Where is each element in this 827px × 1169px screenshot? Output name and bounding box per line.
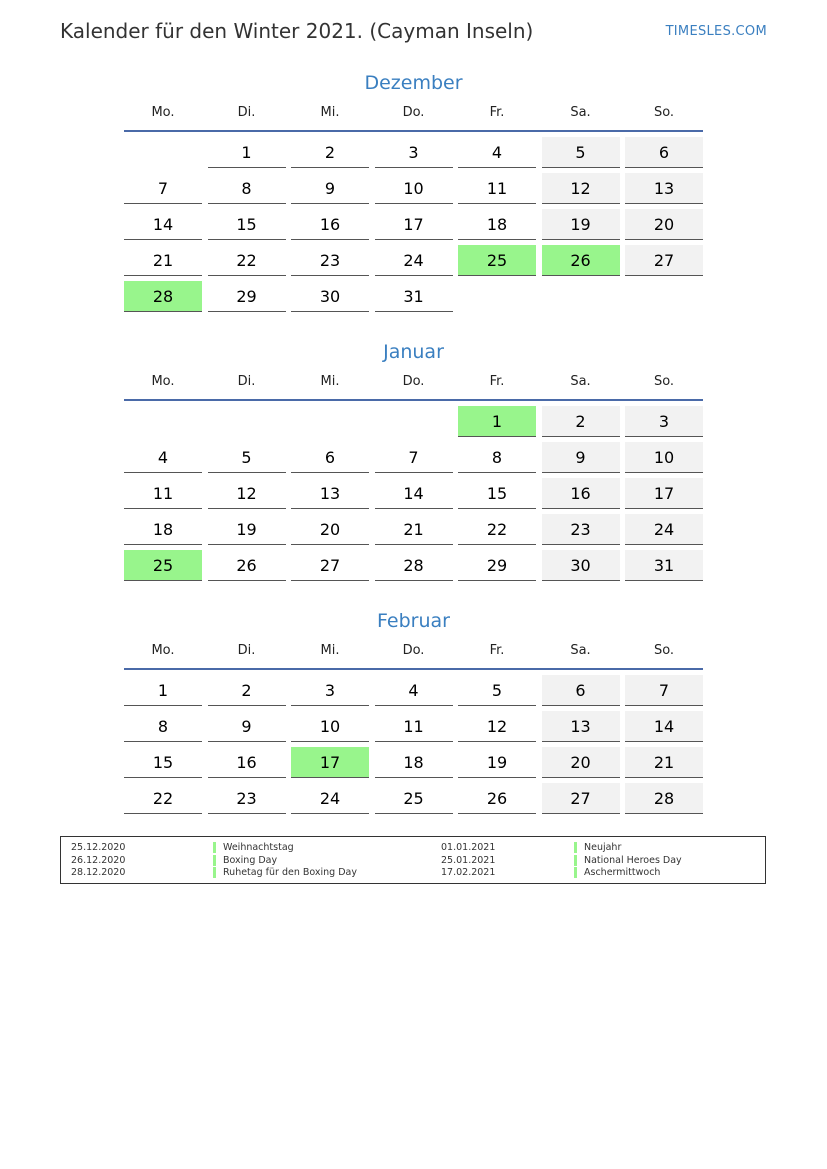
holiday-day-cell: 25 — [124, 550, 202, 581]
day-cell: 19 — [208, 514, 286, 545]
empty-day-cell — [124, 137, 202, 168]
weeks — [124, 675, 703, 814]
day-cell: 15 — [208, 209, 286, 240]
holiday-name: Aschermittwoch — [574, 867, 660, 878]
week-row — [124, 783, 703, 814]
weekday-label: Di. — [237, 105, 256, 120]
weekend-day-cell: 27 — [625, 245, 703, 276]
holiday-day-cell: 1 — [458, 406, 536, 437]
day-cell: 26 — [458, 783, 536, 814]
weekend-day-cell: 5 — [542, 137, 620, 168]
day-cell: 1 — [124, 675, 202, 706]
day-cell: 22 — [458, 514, 536, 545]
weekend-day-cell: 2 — [542, 406, 620, 437]
weekend-day-cell: 31 — [625, 550, 703, 581]
day-cell: 3 — [375, 137, 453, 168]
empty-day-cell — [458, 281, 536, 312]
holiday-date: 01.01.2021 — [441, 842, 496, 853]
weekend-day-cell: 12 — [542, 173, 620, 204]
weekend-day-cell: 20 — [625, 209, 703, 240]
day-cell: 13 — [291, 478, 369, 509]
month-title: Januar — [383, 341, 444, 363]
day-cell: 19 — [458, 747, 536, 778]
weekend-day-cell: 19 — [542, 209, 620, 240]
day-cell: 1 — [208, 137, 286, 168]
day-cell: 7 — [375, 442, 453, 473]
day-cell: 29 — [458, 550, 536, 581]
week-row — [124, 675, 703, 706]
day-cell: 24 — [291, 783, 369, 814]
day-cell: 28 — [375, 550, 453, 581]
weekend-day-cell: 30 — [542, 550, 620, 581]
holiday-day-cell: 17 — [291, 747, 369, 778]
day-cell: 26 — [208, 550, 286, 581]
day-cell: 16 — [208, 747, 286, 778]
weekend-day-cell: 17 — [625, 478, 703, 509]
weekday-label: Di. — [237, 643, 256, 658]
weekend-day-cell: 10 — [625, 442, 703, 473]
weeks — [124, 406, 703, 581]
day-cell: 23 — [291, 245, 369, 276]
weekend-day-cell: 27 — [542, 783, 620, 814]
day-cell: 11 — [458, 173, 536, 204]
holiday-date: 28.12.2020 — [71, 867, 126, 878]
weekday-label: Do. — [402, 374, 425, 389]
weekday-label: Mi. — [320, 374, 340, 389]
month-januar — [124, 339, 703, 586]
weeks — [124, 137, 703, 312]
weekday-label: Mi. — [320, 105, 340, 120]
holiday-name: Boxing Day — [213, 855, 277, 866]
weekday-label: Sa. — [570, 105, 591, 120]
weekend-day-cell: 14 — [625, 711, 703, 742]
holiday-name: Ruhetag für den Boxing Day — [213, 867, 357, 878]
empty-day-cell — [375, 406, 453, 437]
day-cell: 2 — [291, 137, 369, 168]
weekend-day-cell: 9 — [542, 442, 620, 473]
week-row — [124, 550, 703, 581]
day-cell: 15 — [458, 478, 536, 509]
header-rule — [124, 668, 703, 670]
weekday-label: So. — [653, 374, 675, 389]
legend-row — [61, 867, 765, 880]
day-cell: 30 — [291, 281, 369, 312]
day-cell: 17 — [375, 209, 453, 240]
holiday-date: 26.12.2020 — [71, 854, 126, 866]
weekend-day-cell: 24 — [625, 514, 703, 545]
month-title: Februar — [377, 610, 450, 632]
week-row — [124, 281, 703, 312]
header-rule — [124, 130, 703, 132]
week-row — [124, 137, 703, 168]
day-cell: 12 — [458, 711, 536, 742]
weekday-header — [124, 104, 703, 122]
day-cell: 14 — [124, 209, 202, 240]
holiday-legend — [60, 836, 766, 884]
weekday-label: Fr. — [489, 643, 505, 658]
week-row — [124, 711, 703, 742]
weekend-day-cell: 20 — [542, 747, 620, 778]
week-row — [124, 245, 703, 276]
weekend-day-cell: 16 — [542, 478, 620, 509]
holiday-name: Weihnachtstag — [213, 842, 294, 853]
holiday-date: 25.01.2021 — [441, 854, 496, 866]
day-cell: 21 — [124, 245, 202, 276]
weekend-day-cell: 13 — [542, 711, 620, 742]
empty-day-cell — [542, 281, 620, 312]
holiday-day-cell: 25 — [458, 245, 536, 276]
weekday-label: Mo. — [151, 105, 175, 120]
holiday-name: National Heroes Day — [574, 855, 682, 866]
day-cell: 9 — [208, 711, 286, 742]
holiday-day-cell: 28 — [124, 281, 202, 312]
weekday-header — [124, 642, 703, 660]
day-cell: 5 — [208, 442, 286, 473]
day-cell: 8 — [458, 442, 536, 473]
weekend-day-cell: 23 — [542, 514, 620, 545]
week-row — [124, 406, 703, 437]
legend-rows — [61, 842, 765, 880]
empty-day-cell — [625, 281, 703, 312]
day-cell: 3 — [291, 675, 369, 706]
header-rule — [124, 399, 703, 401]
day-cell: 14 — [375, 478, 453, 509]
day-cell: 15 — [124, 747, 202, 778]
weekday-label: So. — [653, 105, 675, 120]
day-cell: 23 — [208, 783, 286, 814]
day-cell: 22 — [124, 783, 202, 814]
day-cell: 5 — [458, 675, 536, 706]
weekday-label: Sa. — [570, 374, 591, 389]
day-cell: 25 — [375, 783, 453, 814]
day-cell: 11 — [124, 478, 202, 509]
day-cell: 2 — [208, 675, 286, 706]
day-cell: 29 — [208, 281, 286, 312]
weekend-day-cell: 6 — [542, 675, 620, 706]
day-cell: 6 — [291, 442, 369, 473]
day-cell: 22 — [208, 245, 286, 276]
holiday-name: Neujahr — [574, 842, 621, 853]
day-cell: 4 — [124, 442, 202, 473]
day-cell: 16 — [291, 209, 369, 240]
day-cell: 12 — [208, 478, 286, 509]
weekend-day-cell: 13 — [625, 173, 703, 204]
day-cell: 18 — [458, 209, 536, 240]
weekend-day-cell: 3 — [625, 406, 703, 437]
weekend-day-cell: 6 — [625, 137, 703, 168]
day-cell: 9 — [291, 173, 369, 204]
weekend-day-cell: 28 — [625, 783, 703, 814]
week-row — [124, 747, 703, 778]
day-cell: 10 — [375, 173, 453, 204]
day-cell: 20 — [291, 514, 369, 545]
day-cell: 8 — [124, 711, 202, 742]
empty-day-cell — [291, 406, 369, 437]
day-cell: 8 — [208, 173, 286, 204]
weekday-label: Di. — [237, 374, 256, 389]
weekday-label: Do. — [402, 643, 425, 658]
month-title: Dezember — [364, 72, 463, 94]
day-cell: 11 — [375, 711, 453, 742]
weekday-header — [124, 373, 703, 391]
holiday-date: 25.12.2020 — [71, 842, 126, 853]
legend-row — [61, 842, 765, 855]
weekday-label: Do. — [402, 105, 425, 120]
holiday-day-cell: 26 — [542, 245, 620, 276]
weekday-label: Sa. — [570, 643, 591, 658]
weekend-day-cell: 21 — [625, 747, 703, 778]
week-row — [124, 478, 703, 509]
month-februar — [124, 608, 703, 819]
day-cell: 18 — [124, 514, 202, 545]
weekday-label: Mo. — [151, 643, 175, 658]
weekday-label: So. — [653, 643, 675, 658]
day-cell: 27 — [291, 550, 369, 581]
day-cell: 4 — [375, 675, 453, 706]
holiday-date: 17.02.2021 — [441, 867, 496, 878]
weekday-label: Fr. — [489, 105, 505, 120]
page-title: Kalender für den Winter 2021. (Cayman Inseln) — [60, 19, 534, 43]
brand-link[interactable]: TIMESLES.COM — [665, 24, 767, 39]
weekday-label: Fr. — [489, 374, 505, 389]
weekday-label: Mo. — [151, 374, 175, 389]
day-cell: 21 — [375, 514, 453, 545]
day-cell: 10 — [291, 711, 369, 742]
week-row — [124, 442, 703, 473]
month-dezember — [124, 70, 703, 317]
weekday-label: Mi. — [320, 643, 340, 658]
week-row — [124, 209, 703, 240]
week-row — [124, 173, 703, 204]
legend-row — [61, 855, 765, 868]
day-cell: 4 — [458, 137, 536, 168]
day-cell: 7 — [124, 173, 202, 204]
empty-day-cell — [124, 406, 202, 437]
day-cell: 18 — [375, 747, 453, 778]
week-row — [124, 514, 703, 545]
day-cell: 31 — [375, 281, 453, 312]
day-cell: 24 — [375, 245, 453, 276]
empty-day-cell — [208, 406, 286, 437]
weekend-day-cell: 7 — [625, 675, 703, 706]
